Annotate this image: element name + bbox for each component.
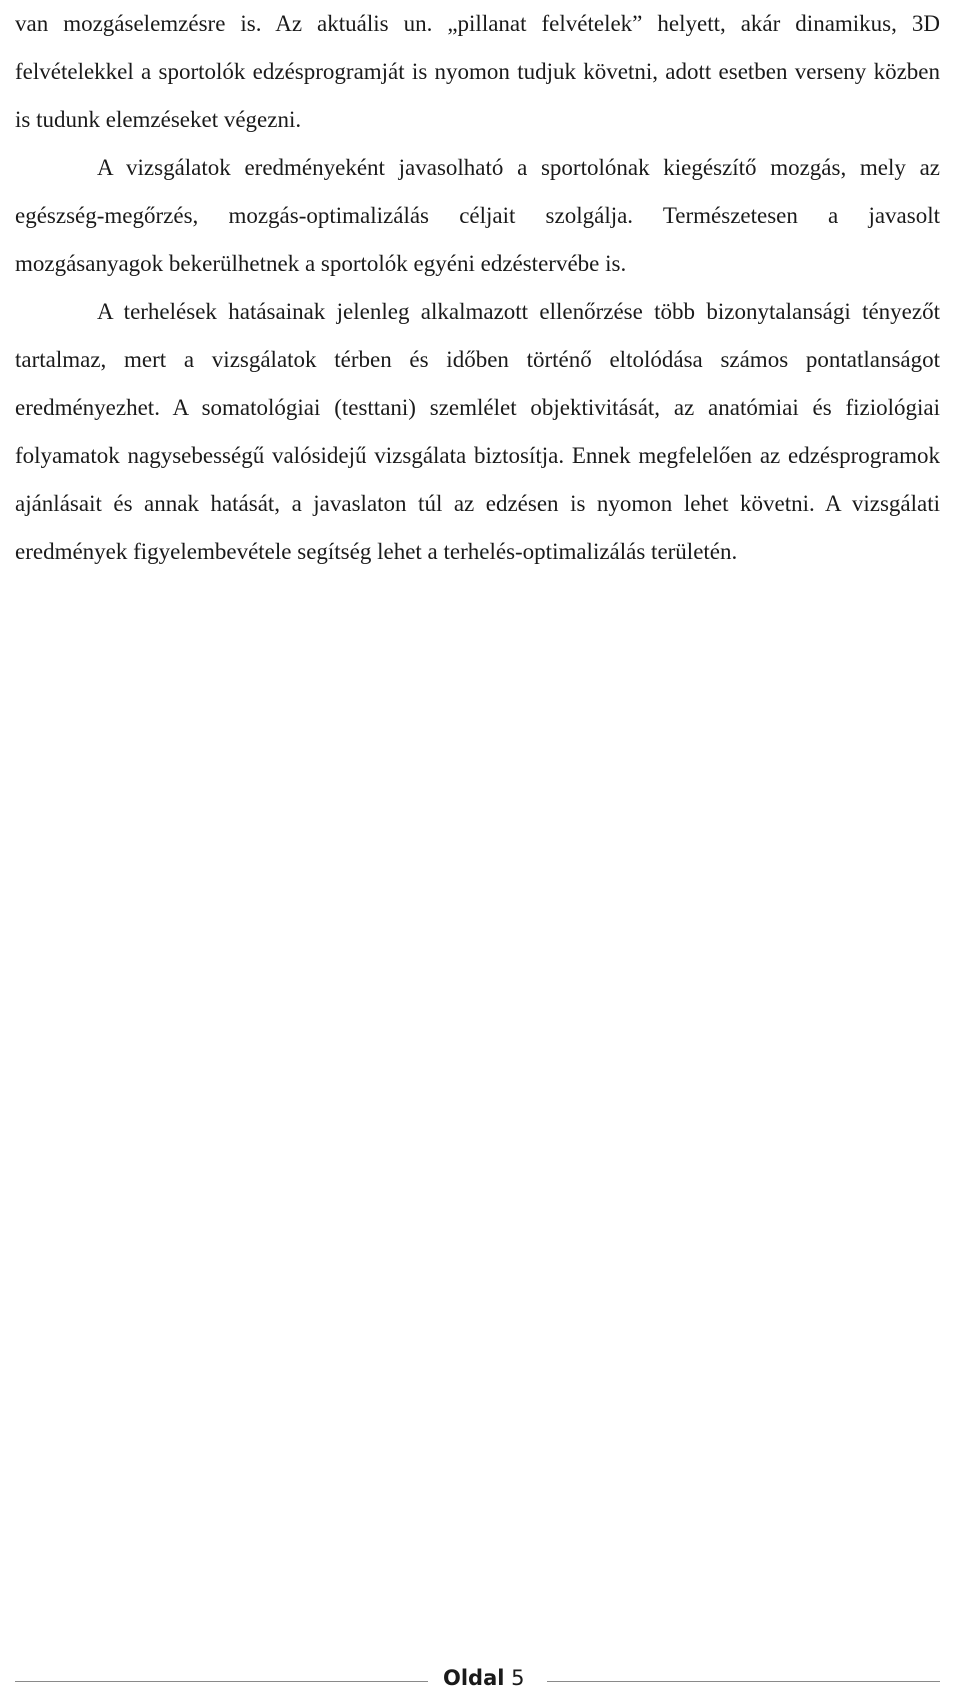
paragraph-continuation: van mozgáselemzésre is. Az aktuális un. „pillanat felvételek” helyett, akár dinamikus, 3D felvételekkel a sportolók edzésprogramját is nyomon tudjuk követni, adott esetben verseny közben is tudunk elemzéseket végezni. bbox=[15, 11, 940, 132]
page-number: 5 bbox=[511, 1666, 525, 1690]
document-body bbox=[15, 0, 940, 576]
footer-rule-left bbox=[15, 1681, 428, 1682]
footer-rule-right bbox=[547, 1681, 940, 1682]
page-footer bbox=[15, 1662, 940, 1694]
paragraph-recommendations: A vizsgálatok eredményeként javasolható a sportolónak kiegészítő mozgás, mely az egészség-megőrzés, mozgás-optimalizálás céljait szolgálja. Természetesen a javasolt mozgásanyagok bekerülhetnek a sportolók egyéni edzéstervébe is. bbox=[15, 155, 940, 276]
page-label-word: Oldal bbox=[443, 1666, 505, 1690]
page-number-label bbox=[443, 1664, 525, 1692]
paragraph-load-assessment: A terhelések hatásainak jelenleg alkalmazott ellenőrzése több bizonytalansági tényezőt tartalmaz, mert a vizsgálatok térben és időben történő eltolódása számos pontatlanságot eredményezhet. A somatológiai (testtani) szemlélet objektivitását, az anatómiai és fiziológiai folyamatok nagysebességű valósidejű vizsgálata biztosítja. Ennek megfelelően az edzésprogramok ajánlásait és annak hatását, a javaslaton túl az edzésen is nyomon lehet követni. A vizsgálati eredmények figyelembevétele segítség lehet a terhelés-optimalizálás területén. bbox=[15, 299, 940, 564]
